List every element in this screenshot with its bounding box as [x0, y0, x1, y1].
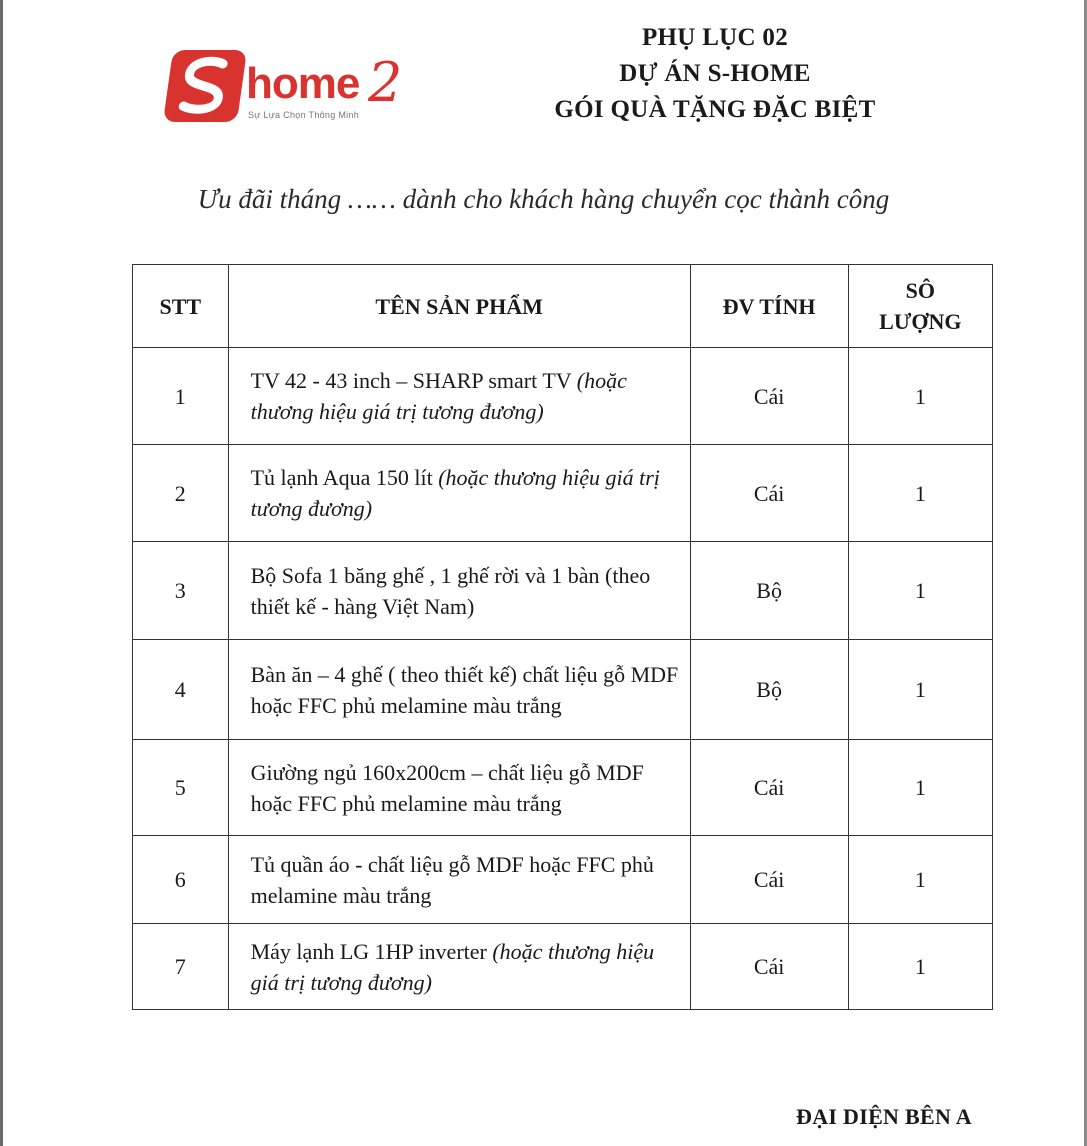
product-name: Giường ngủ 160x200cm – chất liệu gỗ MDF hoặc FFC phủ melamine màu trắng: [250, 759, 644, 816]
cell-unit: Cái: [690, 445, 848, 542]
cell-unit: Cái: [690, 924, 848, 1010]
cell-stt: 1: [133, 348, 229, 445]
offer-subtitle: Ưu đãi tháng …… dành cho khách hàng chuyển cọc thành công: [197, 184, 890, 214]
gift-table: [132, 264, 993, 1010]
cell-stt: 7: [133, 924, 229, 1010]
table-row: [133, 542, 993, 640]
page-edge-left: [0, 0, 3, 1146]
cell-unit: Cái: [690, 740, 848, 836]
header-stt: STT: [133, 265, 229, 348]
logo-number: 2: [368, 51, 403, 114]
cell-quantity: 1: [848, 924, 992, 1010]
cell-unit: Cái: [690, 836, 848, 924]
cell-product-name: [228, 924, 690, 1010]
logo-s-mark: [163, 50, 247, 122]
product-note: (hoặc thương hiệu giá trị tương đương): [250, 465, 660, 521]
cell-product-name: [228, 740, 690, 836]
product-name: TV 42 - 43 inch – SHARP smart TV: [250, 368, 572, 393]
cell-stt: 3: [133, 542, 229, 640]
cell-product-name: [228, 542, 690, 640]
cell-product-name: [228, 348, 690, 445]
table-row: [133, 348, 993, 445]
shome-logo: [166, 46, 416, 130]
header-project: DỰ ÁN S-HOME: [619, 60, 811, 87]
cell-quantity: 1: [848, 542, 992, 640]
table-row: [133, 640, 993, 740]
logo-tagline: Sự Lựa Chọn Thông Minh: [248, 110, 360, 120]
header-appendix: PHỤ LỤC 02: [641, 24, 789, 51]
cell-stt: 2: [133, 445, 229, 542]
cell-product-name: [228, 836, 690, 924]
cell-quantity: 1: [848, 348, 992, 445]
header-product-name: TÊN SẢN PHẨM: [228, 265, 690, 348]
cell-product-name: [228, 445, 690, 542]
table-row: [133, 445, 993, 542]
header-quantity: [848, 265, 992, 348]
header-unit: ĐV TÍNH: [690, 265, 848, 348]
product-name: Bàn ăn – 4 ghế ( theo thiết kế) chất liệu gỗ MDF hoặc FFC phủ melamine màu trắng: [250, 661, 679, 718]
cell-stt: 4: [133, 640, 229, 740]
cell-stt: 5: [133, 740, 229, 836]
product-note: (hoặc thương hiệu giá trị tương đương): [250, 938, 655, 995]
product-name: Tủ quần áo - chất liệu gỗ MDF hoặc FFC phủ melamine màu trắng: [250, 851, 654, 908]
product-note: (hoặc thương hiệu giá trị tương đương): [250, 368, 627, 424]
cell-quantity: 1: [848, 836, 992, 924]
table-header-row: [133, 265, 993, 348]
cell-unit: Cái: [690, 348, 848, 445]
product-name: Máy lạnh LG 1HP inverter: [250, 938, 487, 964]
cell-quantity: 1: [848, 740, 992, 836]
signature-label: ĐẠI DIỆN BÊN A: [796, 1104, 972, 1129]
header-quantity-line1: SÔ: [905, 278, 935, 303]
table-row: [133, 740, 993, 836]
cell-quantity: 1: [848, 640, 992, 740]
cell-product-name: [228, 640, 690, 740]
document-header: [520, 20, 910, 128]
header-package: GÓI QUÀ TẶNG ĐẶC BIỆT: [554, 96, 876, 123]
table-row: [133, 924, 993, 1010]
cell-stt: 6: [133, 836, 229, 924]
cell-unit: Bộ: [690, 640, 848, 740]
header-quantity-line2: LƯỢNG: [879, 309, 962, 334]
table-row: [133, 836, 993, 924]
logo-wordmark: home: [246, 59, 360, 108]
product-name: Tủ lạnh Aqua 150 lít: [250, 465, 433, 490]
product-name: Bộ Sofa 1 băng ghế , 1 ghế rời và 1 bàn (theo thiết kế - hàng Việt Nam): [250, 562, 651, 619]
cell-quantity: 1: [848, 445, 992, 542]
cell-unit: Bộ: [690, 542, 848, 640]
